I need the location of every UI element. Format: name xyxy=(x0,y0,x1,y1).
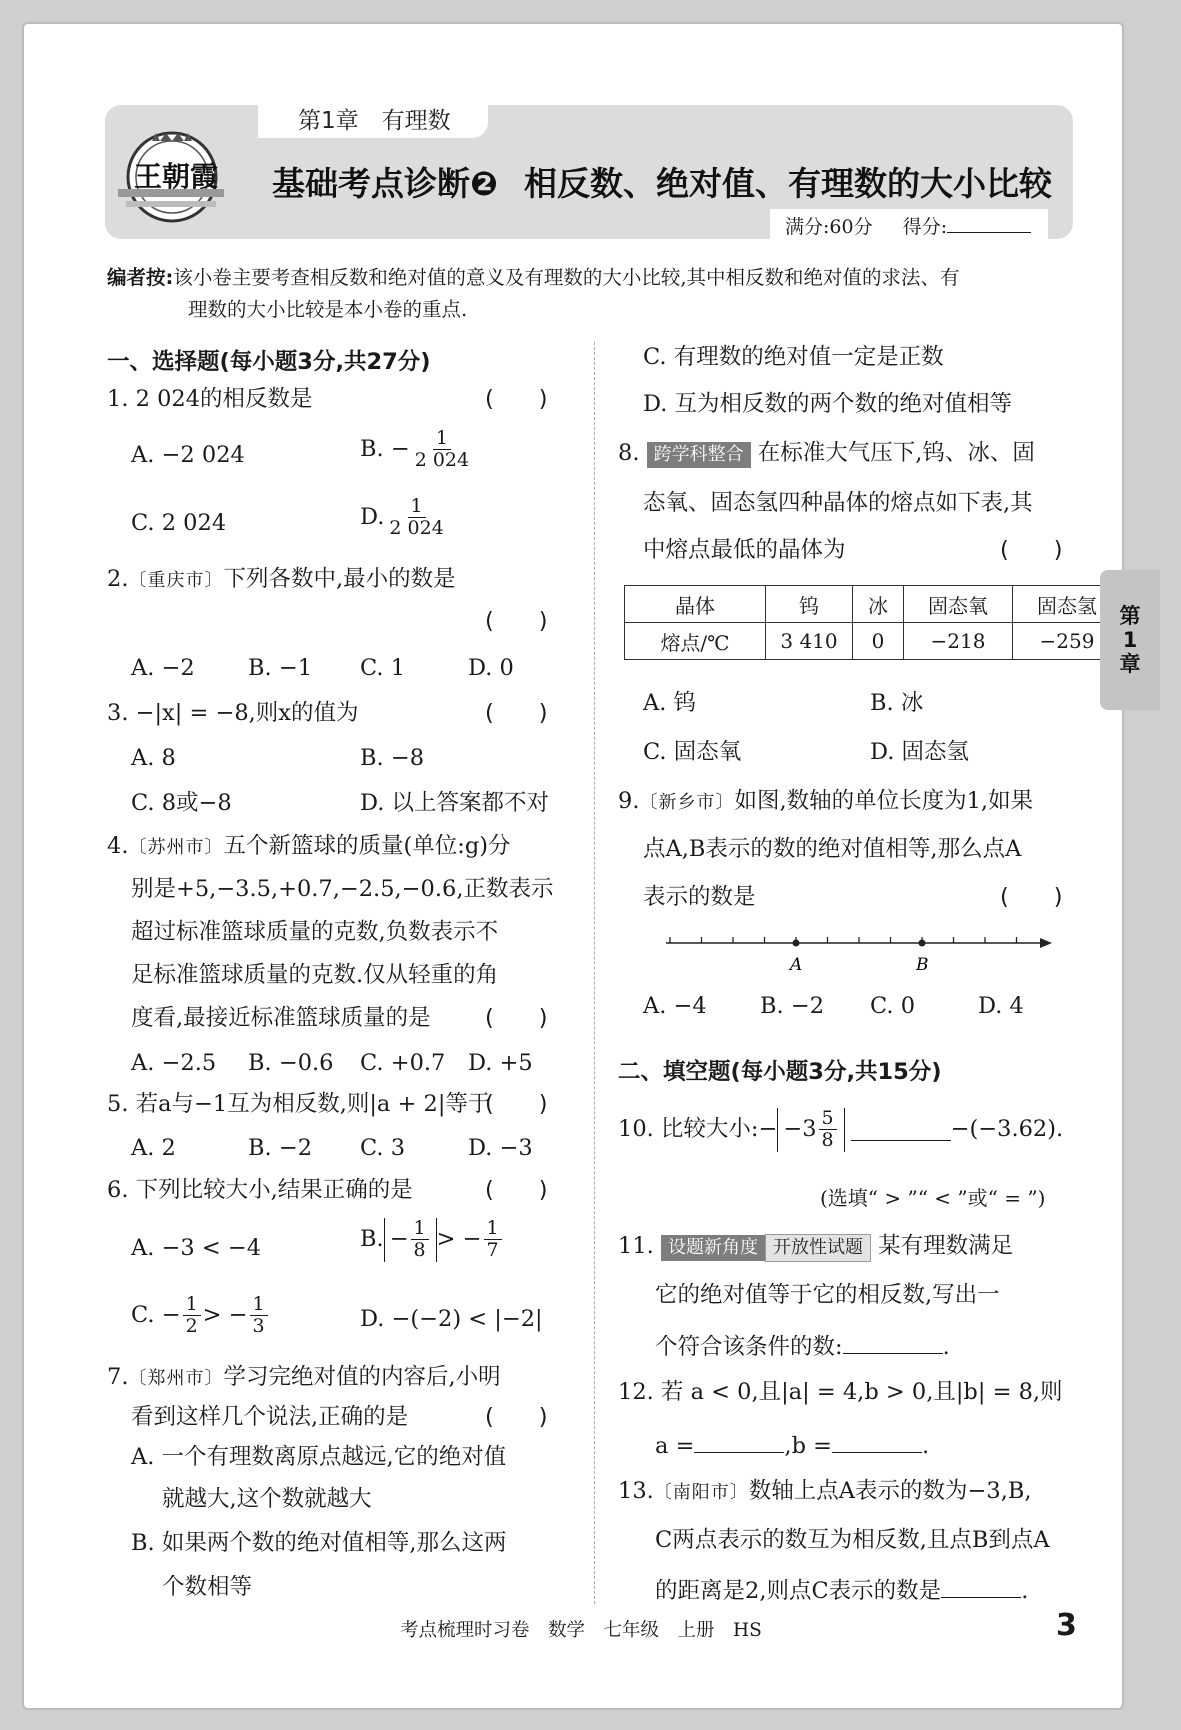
logo-text: 王朝霞 xyxy=(134,160,219,193)
q6-c-den2: 3 xyxy=(252,1315,265,1338)
section1-title: 一、选择题(每小题3分,共27分) xyxy=(107,349,431,375)
q6-c-fraction xyxy=(183,1294,201,1338)
q1-text: 1. 2 024的相反数是 xyxy=(107,386,313,412)
q1-d-fraction xyxy=(386,496,446,540)
q2-num: 2. xyxy=(107,566,129,592)
q4-option-a[interactable]: A. −2.5 xyxy=(131,1050,217,1076)
q12-a-label: a = xyxy=(655,1433,695,1459)
table-cell: −218 xyxy=(904,623,1013,660)
side-tab-line2: 1 xyxy=(1122,627,1138,652)
q4-num: 4. xyxy=(107,833,129,859)
q8-option-d[interactable]: D. 固态氢 xyxy=(870,739,970,765)
q13-line1 xyxy=(618,1478,1032,1505)
q3-option-c[interactable]: C. 8或−8 xyxy=(131,790,232,816)
q9-option-a[interactable]: A. −4 xyxy=(643,993,707,1019)
q6-b-minus: − xyxy=(389,1225,409,1252)
q5-option-c[interactable]: C. 3 xyxy=(360,1135,406,1161)
q6-option-b[interactable] xyxy=(360,1218,504,1262)
footer-text: 考点梳理时习卷 数学 七年级 上册 HS xyxy=(400,1620,762,1641)
table-cell: −259 xyxy=(1013,623,1122,660)
q7-option-d[interactable]: D. 互为相反数的两个数的绝对值相等 xyxy=(643,391,1013,417)
q9-paren[interactable]: ( ) xyxy=(1000,884,1063,910)
q7-option-a-cont: 就越大,这个数就越大 xyxy=(162,1486,372,1512)
q5-option-a[interactable]: A. 2 xyxy=(131,1135,176,1161)
q7-city: 〔郑州市〕 xyxy=(128,1368,224,1389)
q4-city: 〔苏州市〕 xyxy=(128,837,224,858)
q8-option-b[interactable]: B. 冰 xyxy=(870,690,924,716)
q12-b-blank[interactable] xyxy=(832,1430,922,1453)
chapter-label: 第1章 有理数 xyxy=(298,108,451,134)
q4-paren[interactable]: ( ) xyxy=(485,1005,548,1031)
score-line xyxy=(785,212,1031,239)
q9-line1 xyxy=(618,788,1033,815)
q4-option-c[interactable]: C. +0.7 xyxy=(360,1050,446,1076)
q10-hint: (选填“ > ”“ < ”或“ = ”) xyxy=(820,1186,1046,1210)
q1-d-den: 2 024 xyxy=(389,517,444,540)
q11-line3-text: 个符合该条件的数: xyxy=(655,1334,843,1360)
q6-option-d[interactable]: D. −(−2) < |−2| xyxy=(360,1306,543,1332)
q7-line2: 看到这样几个说法,正确的是 xyxy=(131,1404,409,1430)
q4-line2: 别是+5,−3.5,+0.7,−2.5,−0.6,正数表示 xyxy=(131,876,554,902)
full-score: 满分:60分 xyxy=(785,216,873,238)
q6-c-prefix: C. − xyxy=(131,1302,181,1329)
q4-line4: 足标准篮球质量的克数.仅从轻重的角 xyxy=(131,962,499,988)
q1-b-prefix: B. − xyxy=(360,435,410,462)
q4-line5: 度看,最接近标准篮球质量的是 xyxy=(131,1005,431,1031)
q9-line1-text: 如图,数轴的单位长度为1,如果 xyxy=(734,788,1034,814)
q4-option-d[interactable]: D. +5 xyxy=(468,1050,533,1076)
number-line-arrow-icon xyxy=(1040,938,1052,948)
q13-city: 〔南阳市〕 xyxy=(653,1482,749,1503)
q8-line1 xyxy=(618,440,1035,468)
q9-line3: 表示的数是 xyxy=(643,884,756,910)
q3-option-b[interactable]: B. −8 xyxy=(360,745,425,771)
score-blank[interactable] xyxy=(947,232,1031,233)
table-cell: 晶体 xyxy=(625,586,766,623)
q6-b-compare: > − xyxy=(436,1226,482,1253)
q6-option-a[interactable]: A. −3 < −4 xyxy=(131,1235,262,1261)
q1-b-num: 1 xyxy=(433,428,451,450)
q1-b-fraction xyxy=(412,428,472,472)
q13-num: 13. xyxy=(618,1478,654,1504)
q6-text: 6. 下列比较大小,结果正确的是 xyxy=(107,1177,413,1203)
q9-option-c[interactable]: C. 0 xyxy=(870,993,916,1019)
melting-point-table xyxy=(624,585,1122,660)
q2-option-d[interactable]: D. 0 xyxy=(468,655,514,681)
q6-b-num: 1 xyxy=(411,1218,429,1240)
q13-blank[interactable] xyxy=(941,1575,1021,1598)
q2-city: 〔重庆市〕 xyxy=(128,570,224,591)
q2-option-c[interactable]: C. 1 xyxy=(360,655,406,681)
q11-line1-text: 某有理数满足 xyxy=(878,1233,1014,1259)
q13-end: . xyxy=(1021,1578,1029,1604)
q11-line3 xyxy=(655,1331,950,1361)
q9-option-d[interactable]: D. 4 xyxy=(978,993,1024,1019)
q13-line1-text: 数轴上点A表示的数为−3,B, xyxy=(748,1478,1032,1504)
q10-num: 5 xyxy=(819,1108,837,1130)
point-a-label: A xyxy=(790,955,803,975)
q9-line2: 点A,B表示的数的绝对值相等,那么点A xyxy=(643,836,1022,862)
q10-inner: −3 xyxy=(783,1115,817,1142)
q7-option-a[interactable]: A. 一个有理数离原点越远,它的绝对值 xyxy=(131,1444,507,1470)
point-b-label: B xyxy=(916,955,929,975)
q4-option-b[interactable]: B. −0.6 xyxy=(248,1050,334,1076)
page-title xyxy=(272,158,1052,205)
q12-line1: 12. 若 a < 0,且|a| = 4,b > 0,且|b| = 8,则 xyxy=(618,1379,1063,1405)
q12-line2 xyxy=(655,1430,929,1460)
table-cell: 3 410 xyxy=(766,623,853,660)
editor-note-line2: 理数的大小比较是本小卷的重点. xyxy=(188,298,468,321)
q1-option-c[interactable]: C. 2 024 xyxy=(131,510,227,536)
q3-option-a[interactable]: A. 8 xyxy=(131,745,176,771)
q1-d-num: 1 xyxy=(408,496,426,518)
q6-b-den2: 7 xyxy=(486,1239,499,1262)
q4-line1-text: 五个新篮球的质量(单位:g)分 xyxy=(223,833,511,859)
q8-tag: 跨学科整合 xyxy=(647,442,751,468)
q11-tag2: 开放性试题 xyxy=(765,1234,871,1262)
q13-line3-text: 的距离是2,则点C表示的数是 xyxy=(655,1578,942,1604)
page-number: 3 xyxy=(1056,1608,1077,1643)
q10-fraction xyxy=(819,1108,837,1152)
q11-num: 11. xyxy=(618,1233,654,1259)
table-cell: 固态氢 xyxy=(1013,586,1122,623)
q2-text xyxy=(107,566,456,593)
q6-b-fraction xyxy=(411,1218,429,1262)
q11-tag1: 设题新角度 xyxy=(661,1235,765,1261)
q6-option-c[interactable] xyxy=(131,1294,270,1338)
q2-body: 下列各数中,最小的数是 xyxy=(223,566,456,592)
q12-b-label: ,b = xyxy=(784,1433,832,1459)
q11-blank[interactable] xyxy=(843,1331,943,1354)
q6-c-num2: 1 xyxy=(250,1294,268,1316)
q8-line2: 态氧、固态氢四种晶体的熔点如下表,其 xyxy=(643,490,1033,516)
q10-den: 8 xyxy=(821,1129,834,1152)
title-number: ❷ xyxy=(470,164,498,203)
table-cell: 钨 xyxy=(766,586,853,623)
editor-note xyxy=(107,262,960,293)
q5-paren[interactable]: ( ) xyxy=(485,1091,548,1117)
table-cell: 冰 xyxy=(853,586,904,623)
q6-b-fraction2 xyxy=(484,1218,502,1262)
title-main: 相反数、绝对值、有理数的大小比较 xyxy=(523,164,1052,203)
side-tab-line1: 第 xyxy=(1119,603,1141,628)
q7-option-c[interactable]: C. 有理数的绝对值一定是正数 xyxy=(643,344,944,370)
logo xyxy=(112,127,230,227)
q7-line1-text: 学习完绝对值的内容后,小明 xyxy=(223,1364,501,1390)
q11-line2: 它的绝对值等于它的相反数,写出一 xyxy=(655,1282,1000,1308)
q8-option-a[interactable]: A. 钨 xyxy=(643,690,697,716)
q4-line3: 超过标准篮球质量的克数,负数表示不 xyxy=(131,919,499,945)
section2-title: 二、填空题(每小题3分,共15分) xyxy=(618,1059,942,1085)
q10-text xyxy=(618,1108,1063,1152)
q6-b-den: 8 xyxy=(413,1239,426,1262)
chapter-side-tab[interactable] xyxy=(1100,570,1160,710)
q7-option-b[interactable]: B. 如果两个数的绝对值相等,那么这两 xyxy=(131,1530,507,1556)
q1-b-den: 2 024 xyxy=(414,449,470,472)
point-b-dot xyxy=(919,940,926,947)
q6-c-num: 1 xyxy=(183,1294,201,1316)
q3-text: 3. −|x| = −8,则x的值为 xyxy=(107,700,359,726)
number-line xyxy=(660,925,1060,975)
q5-text: 5. 若a与−1互为相反数,则|a + 2|等于 xyxy=(107,1091,491,1117)
q6-b-num2: 1 xyxy=(484,1218,502,1240)
q1-option-a[interactable]: A. −2 024 xyxy=(131,442,245,468)
q8-line3: 中熔点最低的晶体为 xyxy=(643,537,846,563)
q9-num: 9. xyxy=(618,788,640,814)
q8-line1-text: 在标准大气压下,钨、冰、固 xyxy=(757,440,1035,466)
q13-line2: C两点表示的数互为相反数,且点B到点A xyxy=(655,1527,1050,1553)
q8-paren[interactable]: ( ) xyxy=(1000,537,1063,563)
q6-b-prefix: B. xyxy=(360,1226,384,1253)
q7-option-b-cont: 个数相等 xyxy=(162,1574,253,1600)
q12-end: . xyxy=(921,1433,930,1459)
q5-option-b[interactable]: B. −2 xyxy=(248,1135,313,1161)
q7-line1 xyxy=(107,1364,501,1391)
q6-c-compare: > − xyxy=(202,1302,248,1329)
editor-note-line1: 该小卷主要考查相反数和绝对值的意义及有理数的大小比较,其中相反数和绝对值的求法、有 xyxy=(173,266,960,289)
table-row xyxy=(625,623,1122,660)
q5-option-d[interactable]: D. −3 xyxy=(468,1135,533,1161)
q3-paren[interactable]: ( ) xyxy=(485,700,548,726)
table-cell: 固态氧 xyxy=(904,586,1013,623)
q3-option-d[interactable]: D. 以上答案都不对 xyxy=(360,790,550,816)
q6-paren[interactable]: ( ) xyxy=(485,1177,548,1203)
score-label: 得分: xyxy=(902,216,948,238)
q10-prefix: 10. 比较大小:− xyxy=(618,1116,778,1143)
q8-option-c[interactable]: C. 固态氧 xyxy=(643,739,742,765)
q2-paren[interactable]: ( ) xyxy=(485,608,548,634)
table-cell: 熔点/℃ xyxy=(625,623,766,660)
q11-line1 xyxy=(618,1233,1013,1262)
title-prefix: 基础考点诊断 xyxy=(272,164,470,203)
q9-city: 〔新乡市〕 xyxy=(639,792,735,813)
q6-b-abs xyxy=(384,1218,437,1262)
q13-line3 xyxy=(655,1575,1028,1605)
q1-option-d[interactable] xyxy=(360,496,449,540)
side-tab-line3: 章 xyxy=(1119,652,1141,677)
editor-note-label: 编者按: xyxy=(107,266,174,289)
q6-c-fraction2 xyxy=(250,1294,268,1338)
column-divider xyxy=(594,342,595,1604)
q2-option-a[interactable]: A. −2 xyxy=(131,655,195,681)
q7-num: 7. xyxy=(107,1364,129,1390)
q7-paren[interactable]: ( ) xyxy=(485,1404,548,1430)
q1-paren[interactable]: ( ) xyxy=(485,386,548,412)
q1-d-prefix: D. xyxy=(360,503,385,530)
point-a-dot xyxy=(793,940,800,947)
q2-option-b[interactable]: B. −1 xyxy=(248,655,313,681)
q10-abs xyxy=(777,1108,844,1152)
q6-c-den: 2 xyxy=(185,1315,198,1338)
q12-a-blank[interactable] xyxy=(694,1430,784,1453)
q9-option-b[interactable]: B. −2 xyxy=(760,993,825,1019)
q8-num: 8. xyxy=(618,440,640,466)
q11-end: . xyxy=(942,1334,950,1360)
q4-line1 xyxy=(107,833,511,860)
q10-blank[interactable] xyxy=(851,1118,951,1141)
q1-option-b[interactable] xyxy=(360,428,474,472)
q10-suffix: −(−3.62). xyxy=(950,1116,1064,1143)
table-header-row xyxy=(625,586,1122,623)
table-cell: 0 xyxy=(853,623,904,660)
